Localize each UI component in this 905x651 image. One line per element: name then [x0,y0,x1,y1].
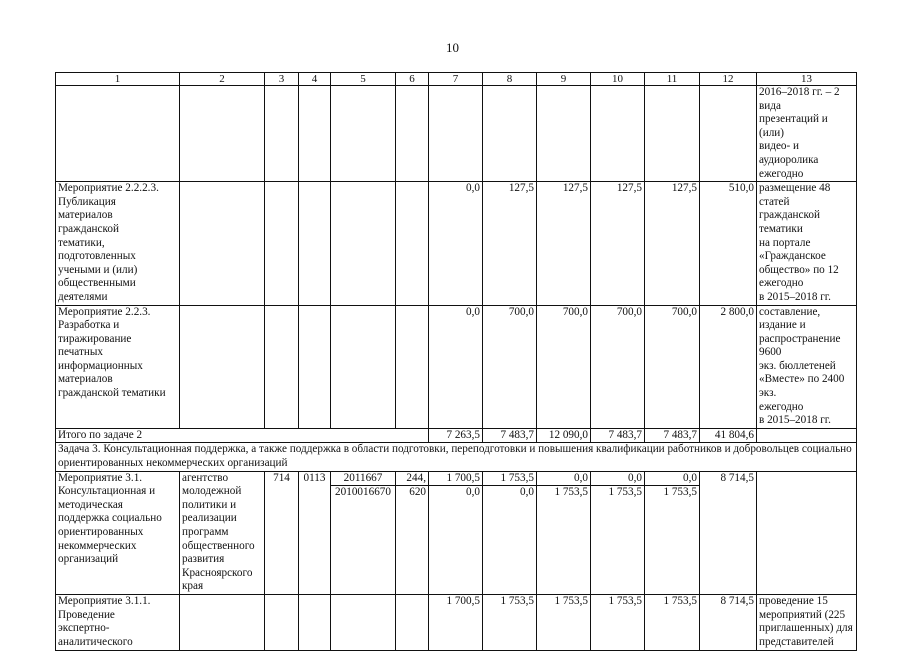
total-cell: 7 483,7 [483,428,537,443]
vr-code-cell: 244, 620 [396,471,429,594]
page-number: 10 [446,40,459,55]
header-cell: 9 [537,73,591,86]
header-cell: 4 [299,73,331,86]
total-label: Итого по задаче 2 [56,428,429,443]
result-cell: размещение 48 статей гражданской тематики на портале «Гражданское общество» по 12 ежегодно в 2015–2018 гг. [757,182,857,305]
value-cell: 1 700,5 0,0 [429,471,483,594]
header-cell: 12 [700,73,757,86]
value-cell: 8 714,5 [700,471,757,594]
value-cell: 0,0 1 753,5 [537,471,591,594]
csr-code-cell: 2011667 2010016670 [331,471,396,594]
header-cell: 1 [56,73,180,86]
header-cell: 5 [331,73,396,86]
value-cell: 1 753,5 [483,594,537,650]
value-cell: 1 753,5 [537,594,591,650]
total-row [56,428,857,443]
value-cell: 700,0 [591,305,645,428]
header-cell: 7 [429,73,483,86]
table-row-31 [56,471,857,594]
total-cell: 12 090,0 [537,428,591,443]
value-cell: 2 800,0 [700,305,757,428]
header-cell: 8 [483,73,537,86]
header-cell: 11 [645,73,700,86]
result-cell: составление, издание и распространение 9600 экз. бюллетеней «Вместе» по 2400 экз. ежегодно в 2015–2018 гг. [757,305,857,428]
table-row-continued [56,86,857,182]
result-cell: проведение 15 мероприятий (225 приглашенных) для представителей [757,594,857,650]
value-cell: 1 700,5 [429,594,483,650]
value-cell: 0,0 [429,182,483,305]
total-cell: 7 263,5 [429,428,483,443]
measure-name-cell: Мероприятие 2.2.2.3. Публикация материалов гражданской тематики, подготовленных учеными и (или) общественными деятелями [56,182,180,305]
task-3-heading: Задача 3. Консультационная поддержка, а также поддержка в области подготовки, переподготовки и повышения квалификации работников и добровольцев социально ориентированных некоммерческих организаций [56,443,857,471]
task-heading-row [56,443,857,471]
value-cell: 0,0 1 753,5 [645,471,700,594]
header-cell: 10 [591,73,645,86]
grbs-code-cell: 714 [265,471,299,594]
header-cell: 2 [180,73,265,86]
header-cell: 3 [265,73,299,86]
measure-name-cell: Мероприятие 2.2.3. Разработка и тиражирование печатных информационных материалов гражданской тематики [56,305,180,428]
value-cell: 127,5 [645,182,700,305]
value-cell: 1 753,5 0,0 [483,471,537,594]
budget-table [55,72,857,651]
header-cell: 13 [757,73,857,86]
value-cell: 510,0 [700,182,757,305]
value-cell: 700,0 [483,305,537,428]
table-row-2223 [56,182,857,305]
value-cell: 700,0 [537,305,591,428]
value-cell: 127,5 [483,182,537,305]
header-row [56,73,857,86]
value-cell: 1 753,5 [591,594,645,650]
value-cell: 0,0 [429,305,483,428]
table-row-223 [56,305,857,428]
value-cell: 700,0 [645,305,700,428]
value-cell: 127,5 [537,182,591,305]
header-cell: 6 [396,73,429,86]
table-row-311 [56,594,857,650]
rzpr-code-cell: 0113 [299,471,331,594]
value-cell: 127,5 [591,182,645,305]
total-cell: 7 483,7 [591,428,645,443]
total-cell: 7 483,7 [645,428,700,443]
total-cell: 41 804,6 [700,428,757,443]
executor-cell: агентство молодежной политики и реализации программ общественного развития Красноярского края [180,471,265,594]
measure-name-cell: Мероприятие 3.1. Консультационная и методическая поддержка социально ориентированных некоммерческих организаций [56,471,180,594]
value-cell: 8 714,5 [700,594,757,650]
value-cell: 1 753,5 [645,594,700,650]
result-cell: 2016–2018 гг. – 2 вида презентаций и (или) видео- и аудиоролика ежегодно [757,86,857,182]
measure-name-cell: Мероприятие 3.1.1. Проведение экспертно- аналитического [56,594,180,650]
value-cell: 0,0 1 753,5 [591,471,645,594]
